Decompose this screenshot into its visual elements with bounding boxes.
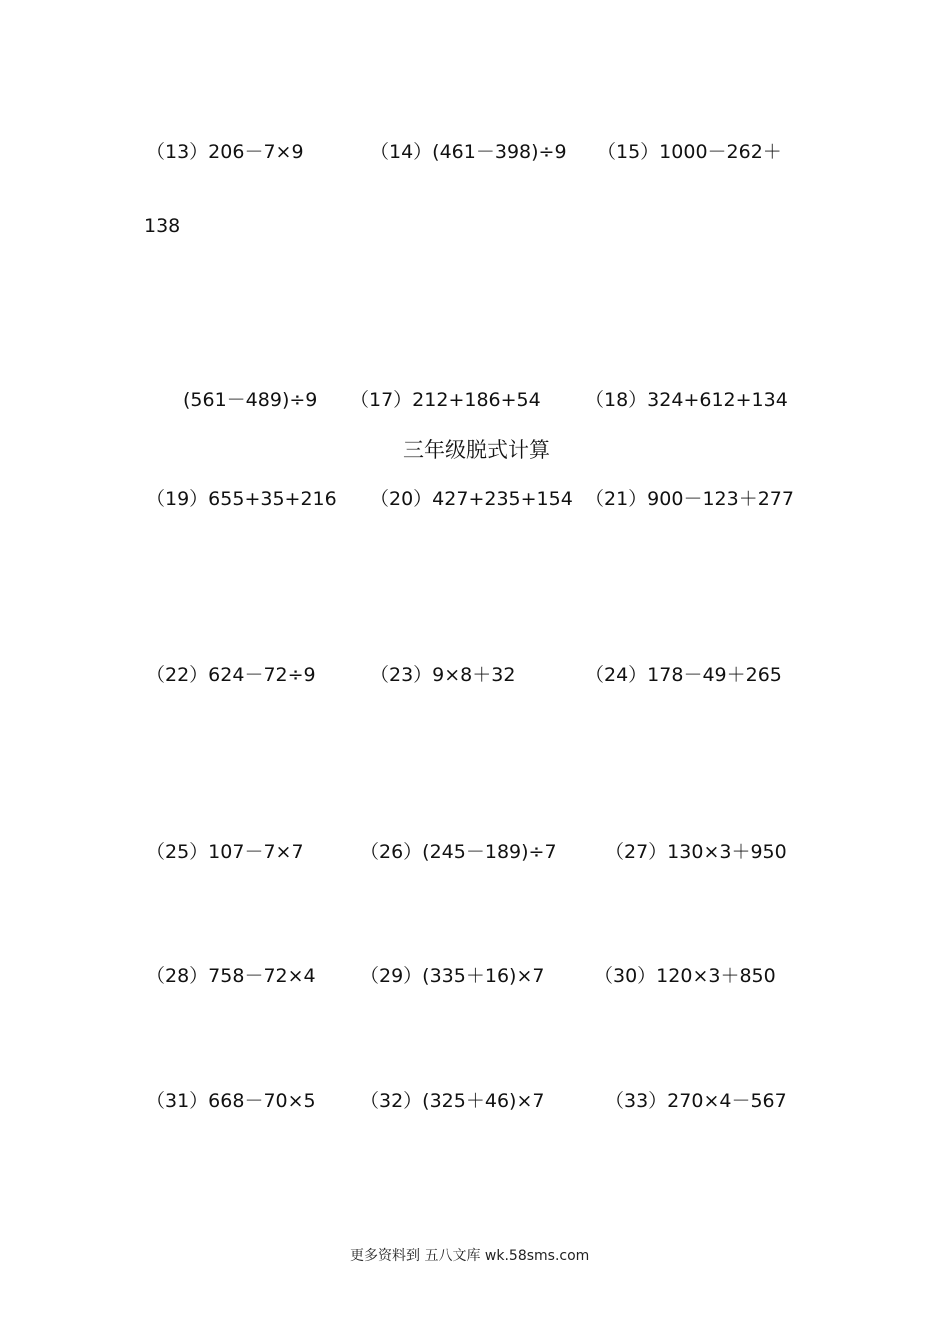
problem-15-continuation: 138	[144, 215, 181, 237]
problem-32: （32）(325＋46)×7	[360, 1090, 545, 1112]
section-title: 三年级脱式计算	[403, 438, 550, 462]
problem-20: （20）427+235+154	[370, 488, 573, 510]
problem-18: （18）324+612+134	[585, 389, 788, 411]
problem-16: (561－489)÷9	[183, 389, 318, 411]
problem-25: （25）107－7×7	[146, 841, 304, 863]
problem-17: （17）212+186+54	[350, 389, 541, 411]
problem-31: （31）668－70×5	[146, 1090, 316, 1112]
problem-23: （23）9×8＋32	[370, 664, 516, 686]
problem-15: （15）1000－262＋	[597, 141, 782, 163]
problem-19: （19）655+35+216	[146, 488, 337, 510]
problem-26: （26）(245－189)÷7	[360, 841, 557, 863]
footer-text: 更多资料到 五八文库 wk.58sms.com	[350, 1248, 590, 1264]
problem-33: （33）270×4－567	[605, 1090, 787, 1112]
problem-13: （13）206－7×9	[146, 141, 304, 163]
problem-30: （30）120×3＋850	[594, 965, 776, 987]
problem-14: （14）(461－398)÷9	[370, 141, 567, 163]
problem-24: （24）178－49＋265	[585, 664, 782, 686]
problem-28: （28）758－72×4	[146, 965, 316, 987]
problem-22: （22）624－72÷9	[146, 664, 316, 686]
problem-21: （21）900－123＋277	[585, 488, 794, 510]
problem-27: （27）130×3＋950	[605, 841, 787, 863]
problem-29: （29）(335＋16)×7	[360, 965, 545, 987]
